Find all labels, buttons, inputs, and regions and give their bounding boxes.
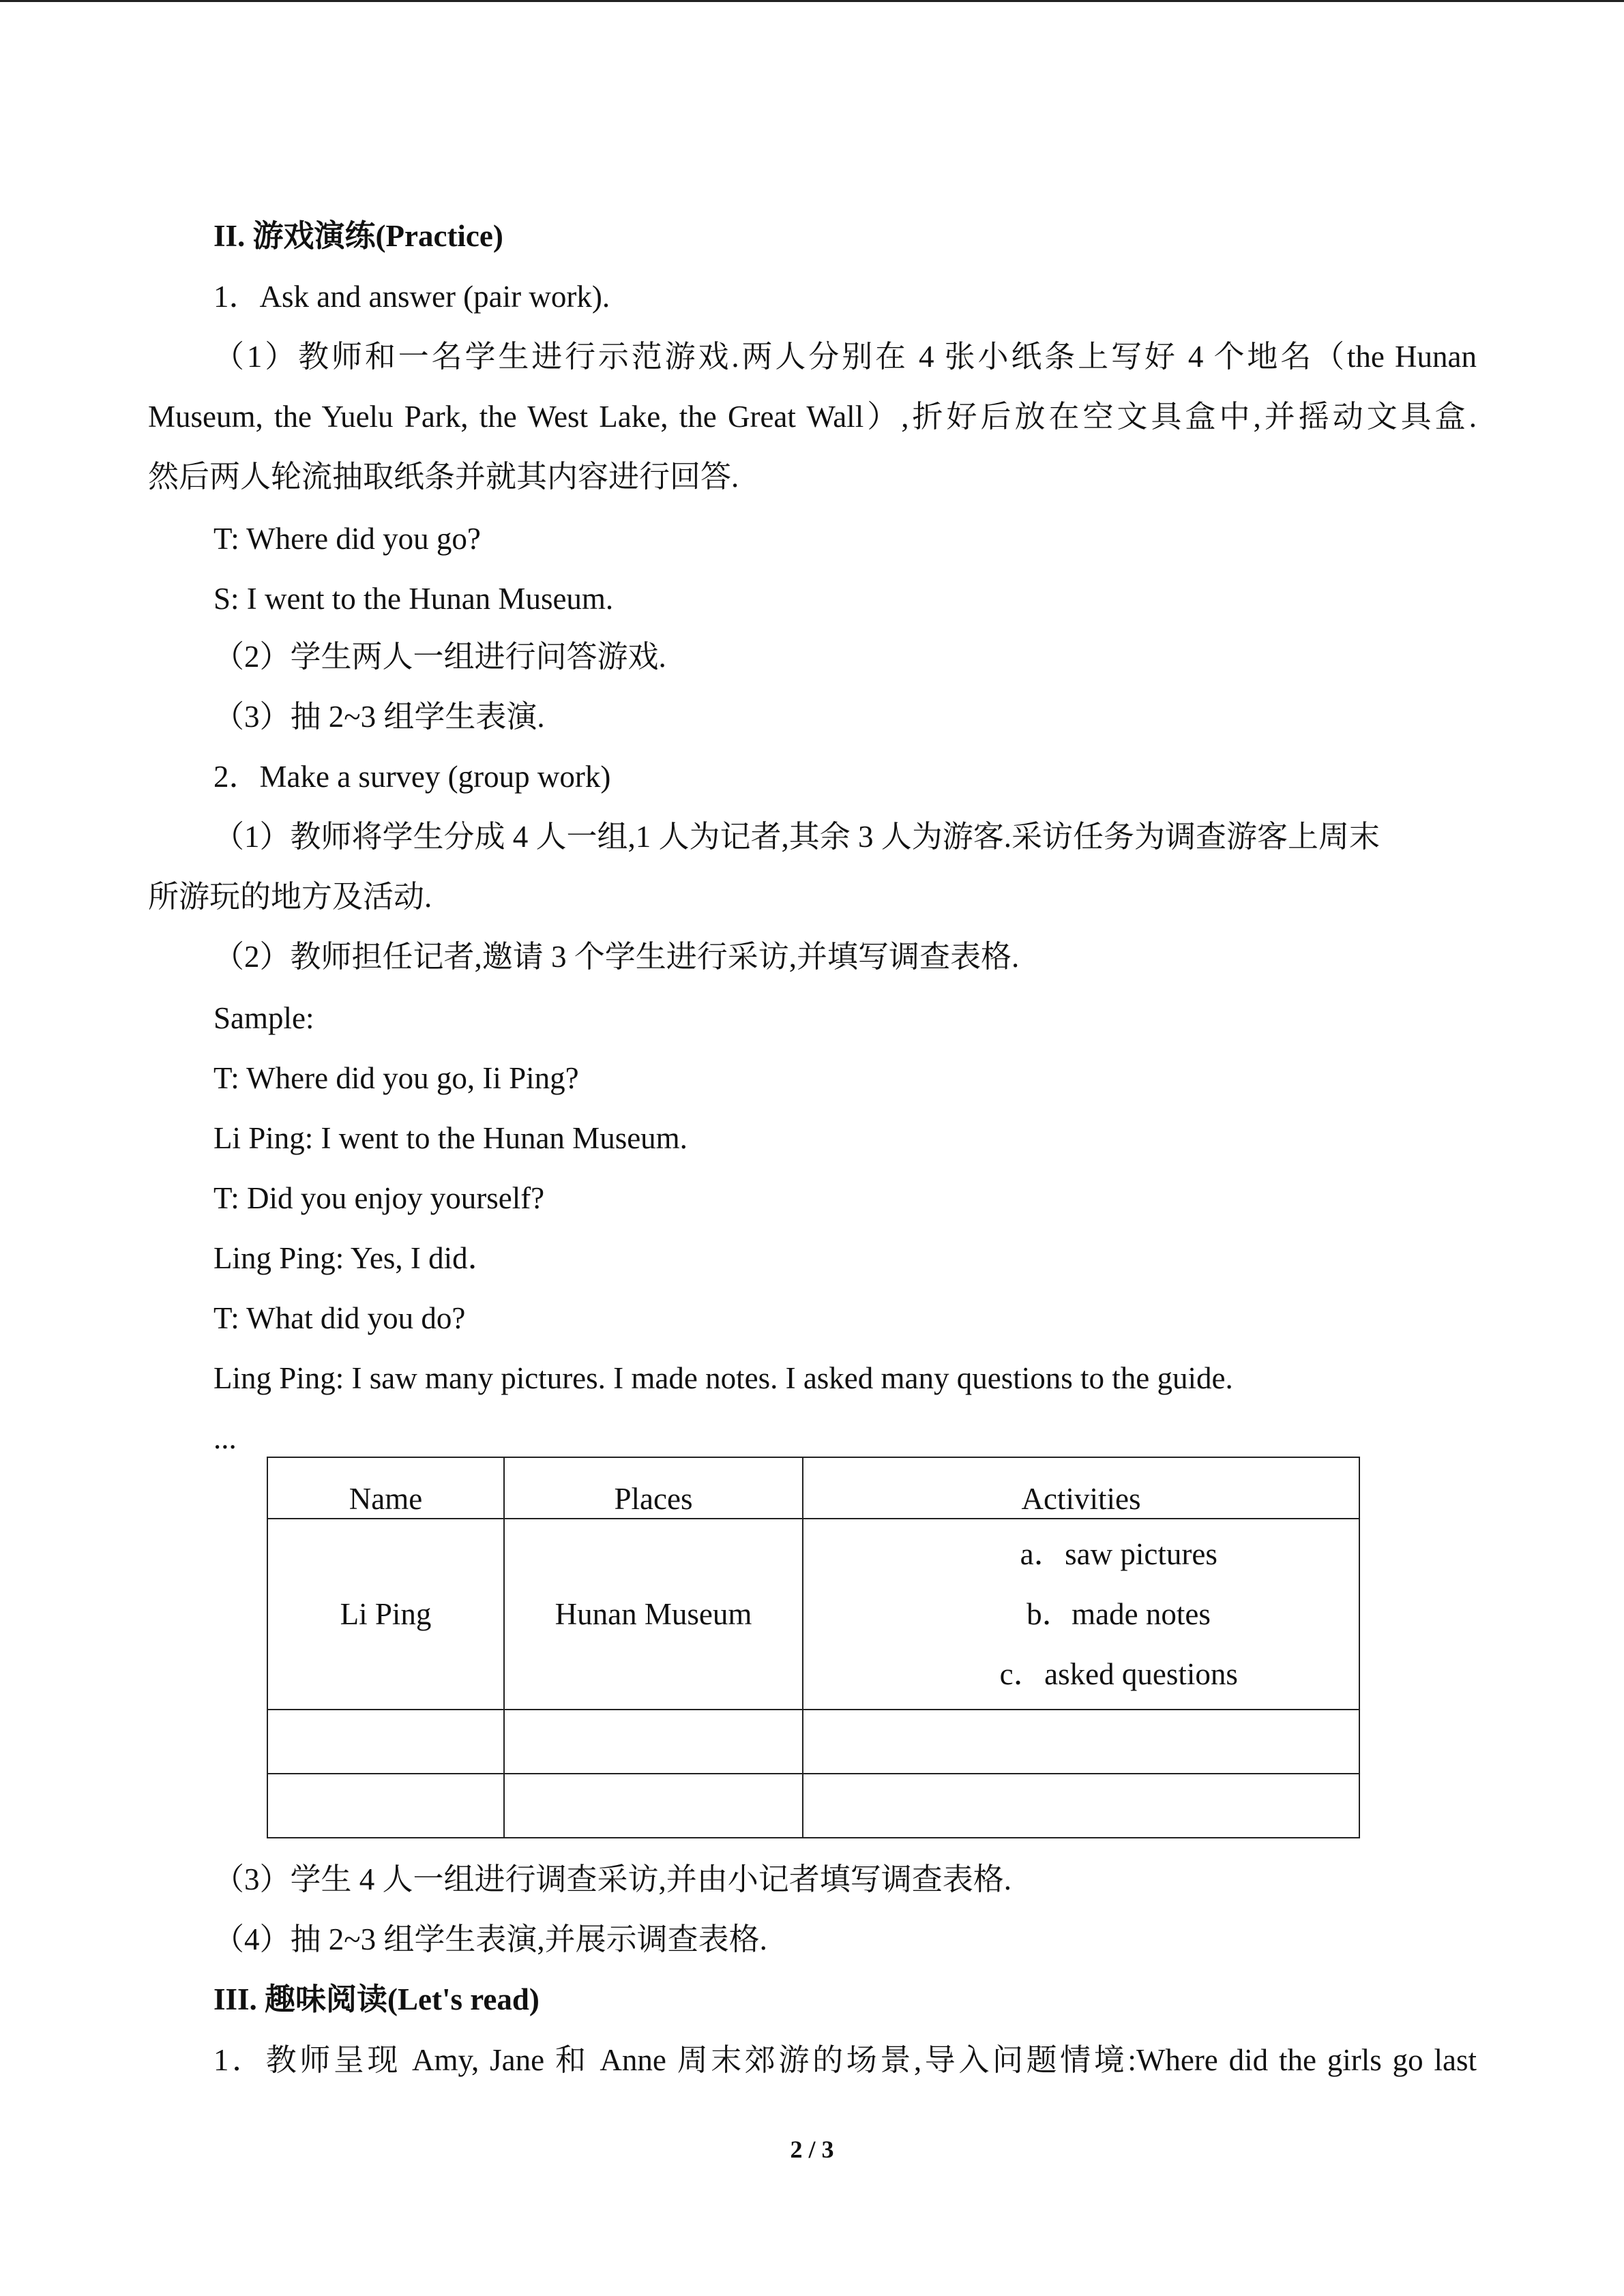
item2-step1-line2: 所游玩的地方及活动. [148,880,432,914]
cell-activities [803,1519,1359,1710]
activity-item: c．asked questions [999,1657,1238,1691]
sample-line: Ling Ping: I saw many pictures. I made notes. I asked many questions to the guide. [213,1361,1233,1395]
cell-place: Hunan Museum [504,1519,803,1710]
ellipsis: ... [213,1421,237,1455]
section-iii-heading: III. 趣味阅读(Let's read) [213,1982,540,2016]
table-row-empty [267,1710,1359,1774]
item2-title: 2．Make a survey (group work) [213,760,611,794]
item1-step1-line1: （1）教师和一名学生进行示范游戏.两人分别在 4 张小纸条上写好 4 个地名（the Hunan [213,340,1477,374]
activity-item: b．made notes [1027,1597,1211,1631]
item1-step2: （2）学生两人一组进行问答游戏. [213,640,666,674]
header-activities: Activities [803,1457,1359,1519]
sample-line: T: What did you do? [213,1301,466,1335]
page-top-border [0,0,1624,2]
sample-line: Li Ping: I went to the Hunan Museum. [213,1121,688,1155]
table-row [267,1519,1359,1710]
dialog1-student: S: I went to the Hunan Museum. [213,582,614,616]
page-number: 2 / 3 [790,2136,834,2163]
sample-line: T: Where did you go, Ii Ping? [213,1061,579,1095]
sample-label: Sample: [213,1001,314,1035]
item1-step1-line2: Museum, the Yuelu Park, the West Lake, the Great Wall）,折好后放在空文具盒中,并摇动文具盒. [148,400,1477,434]
item1-title: 1．Ask and answer (pair work). [213,280,610,314]
survey-table [267,1457,1360,1838]
item1-step1-line3: 然后两人轮流抽取纸条并就其内容进行回答. [148,460,739,494]
item2-step3: （3）学生 4 人一组进行调查采访,并由小记者填写调查表格. [213,1862,1012,1896]
header-name: Name [267,1457,504,1519]
activity-item: a．saw pictures [1020,1537,1217,1571]
item2-step1-line1: （1）教师将学生分成 4 人一组,1 人为记者,其余 3 人为游客.采访任务为调查游客上周末 [213,820,1381,854]
header-places: Places [504,1457,803,1519]
item1-step3: （3）抽 2~3 组学生表演. [213,700,545,734]
table-row-empty [267,1774,1359,1838]
item2-step2: （2）教师担任记者,邀请 3 个学生进行采访,并填写调查表格. [213,940,1020,974]
section-ii-heading: II. 游戏演练(Practice) [213,219,503,253]
item2-step4: （4）抽 2~3 组学生表演,并展示调查表格. [213,1922,767,1956]
sample-line: T: Did you enjoy yourself? [213,1181,545,1215]
dialog1-teacher: T: Where did you go? [213,522,481,556]
sample-line: Ling Ping: Yes, I did． [213,1241,499,1275]
section3-item1-line1: 1．教师呈现 Amy, Jane 和 Anne 周末郊游的场景,导入问题情境:Where did the girls go last [213,2043,1477,2077]
cell-name: Li Ping [267,1519,504,1710]
table-header-row [267,1457,1359,1519]
